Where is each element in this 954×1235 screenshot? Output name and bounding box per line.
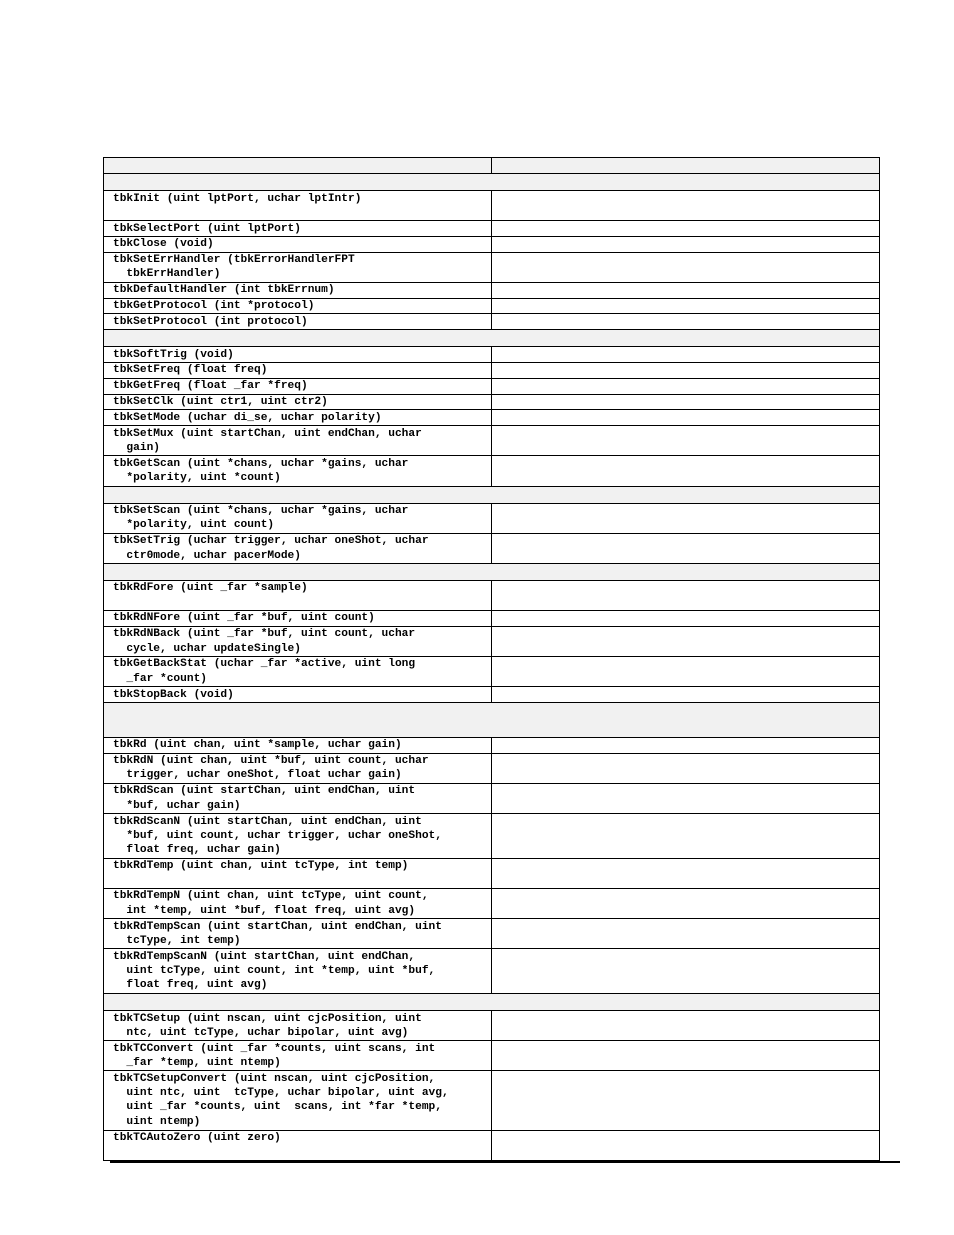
function-signature-cell: tbkTCConvert (uint _far *counts, uint scans, int _far *temp, uint ntemp) [104, 1041, 492, 1071]
function-description-cell [492, 298, 880, 314]
function-description-cell [492, 221, 880, 237]
function-description-cell [492, 1011, 880, 1041]
table-row [104, 191, 880, 221]
function-signature-cell: tbkSetFreq (float freq) [104, 362, 492, 378]
function-signature-cell: tbkRdNFore (uint _far *buf, uint count) [104, 610, 492, 626]
table-row [104, 533, 880, 563]
section-header-cell [104, 174, 880, 191]
table-row [104, 410, 880, 426]
function-description-cell [492, 410, 880, 426]
table-row [104, 737, 880, 753]
section-header-row [104, 702, 880, 737]
function-description-cell [492, 737, 880, 753]
section-header-row [104, 486, 880, 503]
function-signature-cell: tbkRdTempScan (uint startChan, uint endChan, uint tcType, int temp) [104, 919, 492, 949]
function-description-cell [492, 252, 880, 282]
function-description-cell [492, 191, 880, 221]
table-row [104, 814, 880, 859]
function-description-cell [492, 362, 880, 378]
function-description-cell [492, 236, 880, 252]
function-signature-cell: tbkRdN (uint chan, uint *buf, uint count, uchar trigger, uchar oneShot, float uchar gain) [104, 753, 492, 783]
function-signature-cell: tbkSoftTrig (void) [104, 347, 492, 363]
bottom-rule [110, 1161, 900, 1163]
function-signature-cell: tbkSetErrHandler (tbkErrorHandlerFPT tbkErrHandler) [104, 252, 492, 282]
table-row [104, 378, 880, 394]
function-signature-cell: tbkSetClk (uint ctr1, uint ctr2) [104, 394, 492, 410]
section-header-row [104, 174, 880, 191]
table-row [104, 783, 880, 813]
table-row [104, 1041, 880, 1071]
function-signature-cell: tbkRdNBack (uint _far *buf, uint count, uchar cycle, uchar updateSingle) [104, 626, 492, 656]
table-row [104, 753, 880, 783]
function-signature-cell: tbkRdTemp (uint chan, uint tcType, int temp) [104, 858, 492, 888]
function-signature-cell: tbkRdTempScanN (uint startChan, uint endChan, uint tcType, uint count, int *temp, uint *buf, float freq, uint avg) [104, 949, 492, 994]
function-description-cell [492, 753, 880, 783]
function-description-cell [492, 456, 880, 486]
function-description-cell [492, 1130, 880, 1160]
function-description-cell [492, 314, 880, 330]
table-row [104, 919, 880, 949]
header-cell-function [104, 158, 492, 174]
function-signature-cell: tbkTCSetupConvert (uint nscan, uint cjcPosition, uint ntc, uint tcType, uchar bipolar, uint avg, uint _far *counts, uint scans, int *far *temp, uint ntemp) [104, 1071, 492, 1130]
function-description-cell [492, 580, 880, 610]
table-row [104, 656, 880, 686]
function-description-cell [492, 394, 880, 410]
function-signature-cell: tbkClose (void) [104, 236, 492, 252]
function-signature-cell: tbkGetBackStat (uchar _far *active, uint long _far *count) [104, 656, 492, 686]
function-description-cell [492, 814, 880, 859]
function-table [103, 157, 880, 1161]
function-description-cell [492, 949, 880, 994]
table-row [104, 610, 880, 626]
function-description-cell [492, 378, 880, 394]
function-signature-cell: tbkRdFore (uint _far *sample) [104, 580, 492, 610]
function-signature-cell: tbkTCSetup (uint nscan, uint cjcPosition, uint ntc, uint tcType, uchar bipolar, uint avg) [104, 1011, 492, 1041]
section-header-cell [104, 994, 880, 1011]
table-row [104, 347, 880, 363]
table-row [104, 949, 880, 994]
table-row [104, 1130, 880, 1160]
function-description-cell [492, 1071, 880, 1130]
section-header-cell [104, 702, 880, 737]
function-signature-cell: tbkSetMode (uchar di_se, uchar polarity) [104, 410, 492, 426]
table-row [104, 580, 880, 610]
function-signature-cell: tbkRdScanN (uint startChan, uint endChan, uint *buf, uint count, uchar trigger, uchar oneShot, float freq, uchar gain) [104, 814, 492, 859]
table-row [104, 298, 880, 314]
function-description-cell [492, 426, 880, 456]
table-row [104, 282, 880, 298]
function-signature-cell: tbkGetFreq (float _far *freq) [104, 378, 492, 394]
function-signature-cell: tbkRdTempN (uint chan, uint tcType, uint count, int *temp, uint *buf, float freq, uint avg) [104, 888, 492, 918]
function-signature-cell: tbkSetProtocol (int protocol) [104, 314, 492, 330]
section-header-cell [104, 563, 880, 580]
function-description-cell [492, 888, 880, 918]
function-description-cell [492, 687, 880, 703]
function-signature-cell: tbkSetTrig (uchar trigger, uchar oneShot, uchar ctr0mode, uchar pacerMode) [104, 533, 492, 563]
function-table-body [104, 158, 880, 1161]
function-signature-cell: tbkRdScan (uint startChan, uint endChan, uint *buf, uchar gain) [104, 783, 492, 813]
function-signature-cell: tbkSetMux (uint startChan, uint endChan, uchar gain) [104, 426, 492, 456]
table-row [104, 503, 880, 533]
function-description-cell [492, 1041, 880, 1071]
section-header-cell [104, 486, 880, 503]
function-signature-cell: tbkGetProtocol (int *protocol) [104, 298, 492, 314]
function-description-cell [492, 347, 880, 363]
function-description-cell [492, 656, 880, 686]
table-row [104, 626, 880, 656]
section-header-row [104, 330, 880, 347]
function-description-cell [492, 282, 880, 298]
function-signature-cell: tbkTCAutoZero (uint zero) [104, 1130, 492, 1160]
table-row [104, 456, 880, 486]
table-row [104, 362, 880, 378]
section-header-row [104, 563, 880, 580]
function-description-cell [492, 919, 880, 949]
function-signature-cell: tbkStopBack (void) [104, 687, 492, 703]
table-row [104, 1071, 880, 1130]
table-header-row [104, 158, 880, 174]
table-row [104, 314, 880, 330]
function-description-cell [492, 858, 880, 888]
table-row [104, 888, 880, 918]
table-row [104, 426, 880, 456]
function-signature-cell: tbkGetScan (uint *chans, uchar *gains, uchar *polarity, uint *count) [104, 456, 492, 486]
function-description-cell [492, 533, 880, 563]
table-row [104, 1011, 880, 1041]
table-row [104, 858, 880, 888]
function-description-cell [492, 503, 880, 533]
function-signature-cell: tbkRd (uint chan, uint *sample, uchar gain) [104, 737, 492, 753]
section-header-cell [104, 330, 880, 347]
table-row [104, 687, 880, 703]
table-row [104, 221, 880, 237]
table-row [104, 394, 880, 410]
header-cell-description [492, 158, 880, 174]
table-row [104, 236, 880, 252]
function-signature-cell: tbkSelectPort (uint lptPort) [104, 221, 492, 237]
function-signature-cell: tbkInit (uint lptPort, uchar lptIntr) [104, 191, 492, 221]
function-description-cell [492, 783, 880, 813]
function-description-cell [492, 610, 880, 626]
function-signature-cell: tbkDefaultHandler (int tbkErrnum) [104, 282, 492, 298]
table-row [104, 252, 880, 282]
section-header-row [104, 994, 880, 1011]
function-signature-cell: tbkSetScan (uint *chans, uchar *gains, uchar *polarity, uint count) [104, 503, 492, 533]
function-description-cell [492, 626, 880, 656]
